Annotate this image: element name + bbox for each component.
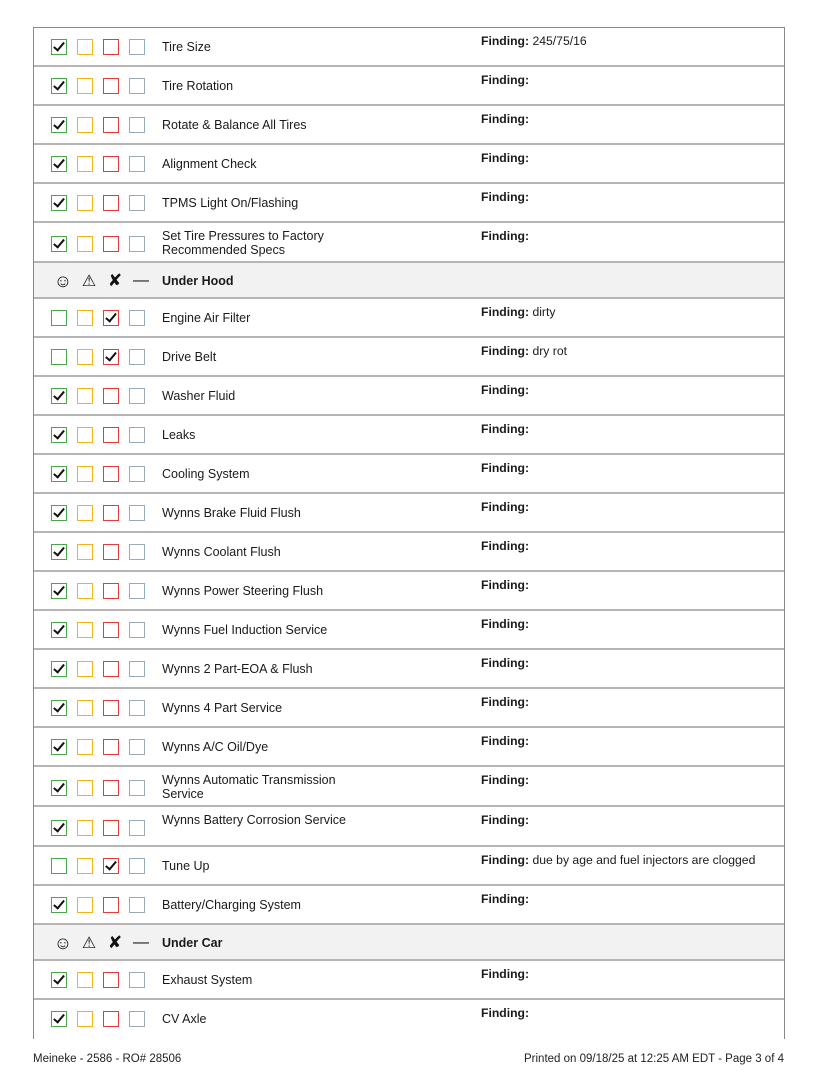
inspection-item-label: Engine Air Filter bbox=[162, 311, 251, 325]
red-status-checkbox[interactable] bbox=[103, 897, 119, 913]
section-header bbox=[34, 263, 784, 299]
finding bbox=[481, 383, 529, 397]
grey-status-checkbox[interactable] bbox=[129, 78, 145, 94]
section-title: Under Hood bbox=[162, 274, 234, 288]
grey-status-checkbox[interactable] bbox=[129, 466, 145, 482]
grey-status-checkbox[interactable] bbox=[129, 622, 145, 638]
finding bbox=[481, 578, 529, 592]
yellow-status-checkbox[interactable] bbox=[77, 349, 93, 365]
finding-label: Finding: bbox=[481, 344, 530, 358]
green-status-checkbox[interactable] bbox=[51, 310, 67, 326]
red-status-checkbox[interactable] bbox=[103, 117, 119, 133]
finding bbox=[481, 656, 529, 670]
yellow-status-checkbox[interactable] bbox=[77, 622, 93, 638]
status-checkboxes bbox=[51, 195, 145, 211]
red-status-checkbox[interactable] bbox=[103, 236, 119, 252]
warning-icon: ⚠ bbox=[81, 273, 97, 290]
red-status-checkbox[interactable] bbox=[103, 820, 119, 836]
finding-label: Finding: bbox=[481, 773, 530, 787]
green-status-checkbox[interactable] bbox=[51, 388, 67, 404]
red-status-checkbox[interactable] bbox=[103, 505, 119, 521]
status-checkboxes bbox=[51, 583, 145, 599]
grey-status-checkbox[interactable] bbox=[129, 820, 145, 836]
status-checkboxes bbox=[51, 820, 145, 836]
red-status-checkbox[interactable] bbox=[103, 195, 119, 211]
status-checkboxes bbox=[51, 972, 145, 988]
status-checkboxes bbox=[51, 739, 145, 755]
yellow-status-checkbox[interactable] bbox=[77, 236, 93, 252]
grey-status-checkbox[interactable] bbox=[129, 505, 145, 521]
green-status-checkbox[interactable] bbox=[51, 583, 67, 599]
status-checkboxes bbox=[51, 349, 145, 365]
finding-label: Finding: bbox=[481, 617, 530, 631]
inspection-row bbox=[34, 572, 784, 611]
green-status-checkbox[interactable] bbox=[51, 897, 67, 913]
status-checkboxes bbox=[51, 236, 145, 252]
green-status-checkbox[interactable] bbox=[51, 700, 67, 716]
section-legend-icons bbox=[50, 933, 154, 953]
inspection-item-label: Rotate & Balance All Tires bbox=[162, 118, 307, 132]
yellow-status-checkbox[interactable] bbox=[77, 156, 93, 172]
inspection-row bbox=[34, 689, 784, 728]
inspection-item-label: Tune Up bbox=[162, 859, 210, 873]
grey-status-checkbox[interactable] bbox=[129, 156, 145, 172]
section-legend-icons bbox=[50, 271, 154, 291]
inspection-row bbox=[34, 961, 784, 1000]
inspection-item-label: Drive Belt bbox=[162, 350, 217, 364]
inspection-item-label: Wynns Automatic Transmission Service bbox=[162, 773, 336, 801]
inspection-row bbox=[34, 299, 784, 338]
inspection-row bbox=[34, 807, 784, 847]
red-status-checkbox[interactable] bbox=[103, 972, 119, 988]
finding-value: dry rot bbox=[529, 344, 567, 358]
finding-label: Finding: bbox=[481, 578, 530, 592]
green-status-checkbox[interactable] bbox=[51, 820, 67, 836]
red-status-checkbox[interactable] bbox=[103, 388, 119, 404]
finding bbox=[481, 853, 755, 867]
inspection-row bbox=[34, 145, 784, 184]
yellow-status-checkbox[interactable] bbox=[77, 700, 93, 716]
status-checkboxes bbox=[51, 622, 145, 638]
grey-status-checkbox[interactable] bbox=[129, 388, 145, 404]
yellow-status-checkbox[interactable] bbox=[77, 820, 93, 836]
finding bbox=[481, 1006, 529, 1020]
inspection-item-label: Battery/Charging System bbox=[162, 898, 301, 912]
grey-status-checkbox[interactable] bbox=[129, 195, 145, 211]
yellow-status-checkbox[interactable] bbox=[77, 544, 93, 560]
green-status-checkbox[interactable] bbox=[51, 156, 67, 172]
inspection-item-label: Wynns 2 Part-EOA & Flush bbox=[162, 662, 313, 676]
inspection-item-label: Wynns Brake Fluid Flush bbox=[162, 506, 301, 520]
green-status-checkbox[interactable] bbox=[51, 39, 67, 55]
inspection-item-label: Tire Rotation bbox=[162, 79, 234, 93]
finding bbox=[481, 617, 529, 631]
status-checkboxes bbox=[51, 858, 145, 874]
cross-icon: ✘ bbox=[107, 933, 123, 952]
inspection-row bbox=[34, 338, 784, 377]
status-checkboxes bbox=[51, 544, 145, 560]
status-checkboxes bbox=[51, 1011, 145, 1027]
green-status-checkbox[interactable] bbox=[51, 466, 67, 482]
yellow-status-checkbox[interactable] bbox=[77, 310, 93, 326]
inspection-item-label: Wynns Power Steering Flush bbox=[162, 584, 324, 598]
green-status-checkbox[interactable] bbox=[51, 1011, 67, 1027]
yellow-status-checkbox[interactable] bbox=[77, 780, 93, 796]
red-status-checkbox[interactable] bbox=[103, 858, 119, 874]
finding-label: Finding: bbox=[481, 967, 530, 981]
yellow-status-checkbox[interactable] bbox=[77, 117, 93, 133]
green-status-checkbox[interactable] bbox=[51, 780, 67, 796]
finding bbox=[481, 422, 529, 436]
grey-status-checkbox[interactable] bbox=[129, 858, 145, 874]
inspection-row bbox=[34, 494, 784, 533]
finding bbox=[481, 34, 587, 48]
yellow-status-checkbox[interactable] bbox=[77, 897, 93, 913]
grey-status-checkbox[interactable] bbox=[129, 972, 145, 988]
green-status-checkbox[interactable] bbox=[51, 236, 67, 252]
finding-label: Finding: bbox=[481, 461, 530, 475]
finding-label: Finding: bbox=[481, 500, 530, 514]
finding-label: Finding: bbox=[481, 151, 530, 165]
inspection-row bbox=[34, 1000, 784, 1039]
inspection-item-label: CV Axle bbox=[162, 1012, 207, 1026]
yellow-status-checkbox[interactable] bbox=[77, 858, 93, 874]
finding bbox=[481, 892, 529, 906]
inspection-row bbox=[34, 377, 784, 416]
footer-print-info: Printed on 09/18/25 at 12:25 AM EDT - Page 3 of 4 bbox=[524, 1053, 784, 1065]
green-status-checkbox[interactable] bbox=[51, 544, 67, 560]
red-status-checkbox[interactable] bbox=[103, 700, 119, 716]
red-status-checkbox[interactable] bbox=[103, 39, 119, 55]
red-status-checkbox[interactable] bbox=[103, 427, 119, 443]
green-status-checkbox[interactable] bbox=[51, 427, 67, 443]
cross-icon: ✘ bbox=[107, 271, 123, 290]
finding bbox=[481, 773, 529, 787]
status-checkboxes bbox=[51, 897, 145, 913]
finding bbox=[481, 695, 529, 709]
inspection-row bbox=[34, 533, 784, 572]
grey-status-checkbox[interactable] bbox=[129, 310, 145, 326]
finding bbox=[481, 305, 555, 319]
dash-icon: — bbox=[133, 272, 149, 289]
inspection-row bbox=[34, 223, 784, 263]
finding bbox=[481, 500, 529, 514]
grey-status-checkbox[interactable] bbox=[129, 39, 145, 55]
inspection-item-label: TPMS Light On/Flashing bbox=[162, 196, 299, 210]
inspection-item-label: Set Tire Pressures to Factory Recommended Specs bbox=[162, 229, 324, 257]
finding-label: Finding: bbox=[481, 656, 530, 670]
grey-status-checkbox[interactable] bbox=[129, 700, 145, 716]
red-status-checkbox[interactable] bbox=[103, 583, 119, 599]
finding bbox=[481, 813, 529, 827]
inspection-item-label: Alignment Check bbox=[162, 157, 257, 171]
inspection-row bbox=[34, 416, 784, 455]
status-checkboxes bbox=[51, 427, 145, 443]
finding-label: Finding: bbox=[481, 422, 530, 436]
yellow-status-checkbox[interactable] bbox=[77, 78, 93, 94]
green-status-checkbox[interactable] bbox=[51, 661, 67, 677]
green-status-checkbox[interactable] bbox=[51, 349, 67, 365]
inspection-row bbox=[34, 847, 784, 886]
status-checkboxes bbox=[51, 78, 145, 94]
finding bbox=[481, 190, 529, 204]
smiley-icon: ☺ bbox=[53, 270, 73, 291]
grey-status-checkbox[interactable] bbox=[129, 739, 145, 755]
red-status-checkbox[interactable] bbox=[103, 466, 119, 482]
finding bbox=[481, 734, 529, 748]
grey-status-checkbox[interactable] bbox=[129, 544, 145, 560]
inspection-item-label: Washer Fluid bbox=[162, 389, 236, 403]
inspection-row bbox=[34, 184, 784, 223]
section-header bbox=[34, 925, 784, 961]
grey-status-checkbox[interactable] bbox=[129, 117, 145, 133]
finding-value: 245/75/16 bbox=[529, 34, 587, 48]
finding-label: Finding: bbox=[481, 813, 530, 827]
inspection-item-label: Leaks bbox=[162, 428, 196, 442]
green-status-checkbox[interactable] bbox=[51, 117, 67, 133]
finding-label: Finding: bbox=[481, 305, 530, 319]
finding bbox=[481, 967, 529, 981]
green-status-checkbox[interactable] bbox=[51, 739, 67, 755]
grey-status-checkbox[interactable] bbox=[129, 349, 145, 365]
green-status-checkbox[interactable] bbox=[51, 972, 67, 988]
status-checkboxes bbox=[51, 39, 145, 55]
status-checkboxes bbox=[51, 700, 145, 716]
green-status-checkbox[interactable] bbox=[51, 78, 67, 94]
grey-status-checkbox[interactable] bbox=[129, 661, 145, 677]
status-checkboxes bbox=[51, 661, 145, 677]
yellow-status-checkbox[interactable] bbox=[77, 388, 93, 404]
inspection-row bbox=[34, 728, 784, 767]
finding-label: Finding: bbox=[481, 695, 530, 709]
smiley-icon: ☺ bbox=[53, 932, 73, 953]
grey-status-checkbox[interactable] bbox=[129, 427, 145, 443]
finding-label: Finding: bbox=[481, 34, 530, 48]
finding bbox=[481, 344, 567, 358]
finding-label: Finding: bbox=[481, 229, 530, 243]
inspection-item-label: Cooling System bbox=[162, 467, 250, 481]
finding bbox=[481, 461, 529, 475]
inspection-table bbox=[33, 27, 785, 1039]
finding-value: due by age and fuel injectors are clogged bbox=[529, 853, 756, 867]
red-status-checkbox[interactable] bbox=[103, 310, 119, 326]
finding-label: Finding: bbox=[481, 73, 530, 87]
inspection-row bbox=[34, 455, 784, 494]
red-status-checkbox[interactable] bbox=[103, 780, 119, 796]
inspection-row bbox=[34, 28, 784, 67]
inspection-row bbox=[34, 106, 784, 145]
inspection-row bbox=[34, 767, 784, 807]
status-checkboxes bbox=[51, 780, 145, 796]
yellow-status-checkbox[interactable] bbox=[77, 972, 93, 988]
red-status-checkbox[interactable] bbox=[103, 1011, 119, 1027]
green-status-checkbox[interactable] bbox=[51, 505, 67, 521]
green-status-checkbox[interactable] bbox=[51, 858, 67, 874]
finding-label: Finding: bbox=[481, 539, 530, 553]
red-status-checkbox[interactable] bbox=[103, 78, 119, 94]
status-checkboxes bbox=[51, 310, 145, 326]
finding-value: dirty bbox=[529, 305, 556, 319]
finding bbox=[481, 151, 529, 165]
yellow-status-checkbox[interactable] bbox=[77, 427, 93, 443]
warning-icon: ⚠ bbox=[81, 935, 97, 952]
grey-status-checkbox[interactable] bbox=[129, 236, 145, 252]
status-checkboxes bbox=[51, 156, 145, 172]
finding-label: Finding: bbox=[481, 383, 530, 397]
red-status-checkbox[interactable] bbox=[103, 739, 119, 755]
grey-status-checkbox[interactable] bbox=[129, 780, 145, 796]
inspection-row bbox=[34, 611, 784, 650]
footer-shop-ro: Meineke - 2586 - RO# 28506 bbox=[33, 1053, 182, 1065]
red-status-checkbox[interactable] bbox=[103, 544, 119, 560]
inspection-row bbox=[34, 886, 784, 925]
yellow-status-checkbox[interactable] bbox=[77, 39, 93, 55]
red-status-checkbox[interactable] bbox=[103, 622, 119, 638]
inspection-item-label: Wynns Battery Corrosion Service bbox=[162, 813, 346, 827]
finding-label: Finding: bbox=[481, 892, 530, 906]
inspection-item-label: Tire Size bbox=[162, 40, 211, 54]
red-status-checkbox[interactable] bbox=[103, 156, 119, 172]
finding bbox=[481, 112, 529, 126]
red-status-checkbox[interactable] bbox=[103, 661, 119, 677]
section-title: Under Car bbox=[162, 936, 223, 950]
yellow-status-checkbox[interactable] bbox=[77, 466, 93, 482]
status-checkboxes bbox=[51, 466, 145, 482]
yellow-status-checkbox[interactable] bbox=[77, 661, 93, 677]
inspection-item-label: Wynns A/C Oil/Dye bbox=[162, 740, 269, 754]
inspection-item-label: Wynns Fuel Induction Service bbox=[162, 623, 328, 637]
yellow-status-checkbox[interactable] bbox=[77, 195, 93, 211]
finding bbox=[481, 73, 529, 87]
status-checkboxes bbox=[51, 388, 145, 404]
yellow-status-checkbox[interactable] bbox=[77, 739, 93, 755]
status-checkboxes bbox=[51, 505, 145, 521]
yellow-status-checkbox[interactable] bbox=[77, 505, 93, 521]
grey-status-checkbox[interactable] bbox=[129, 1011, 145, 1027]
inspection-item-label: Exhaust System bbox=[162, 973, 253, 987]
green-status-checkbox[interactable] bbox=[51, 622, 67, 638]
status-checkboxes bbox=[51, 117, 145, 133]
grey-status-checkbox[interactable] bbox=[129, 897, 145, 913]
inspection-row bbox=[34, 67, 784, 106]
finding-label: Finding: bbox=[481, 853, 530, 867]
inspection-row bbox=[34, 650, 784, 689]
red-status-checkbox[interactable] bbox=[103, 349, 119, 365]
dash-icon: — bbox=[133, 934, 149, 951]
inspection-item-label: Wynns 4 Part Service bbox=[162, 701, 283, 715]
yellow-status-checkbox[interactable] bbox=[77, 583, 93, 599]
finding-label: Finding: bbox=[481, 190, 530, 204]
finding bbox=[481, 539, 529, 553]
grey-status-checkbox[interactable] bbox=[129, 583, 145, 599]
finding bbox=[481, 229, 529, 243]
finding-label: Finding: bbox=[481, 734, 530, 748]
finding-label: Finding: bbox=[481, 112, 530, 126]
green-status-checkbox[interactable] bbox=[51, 195, 67, 211]
finding-label: Finding: bbox=[481, 1006, 530, 1020]
yellow-status-checkbox[interactable] bbox=[77, 1011, 93, 1027]
inspection-item-label: Wynns Coolant Flush bbox=[162, 545, 281, 559]
